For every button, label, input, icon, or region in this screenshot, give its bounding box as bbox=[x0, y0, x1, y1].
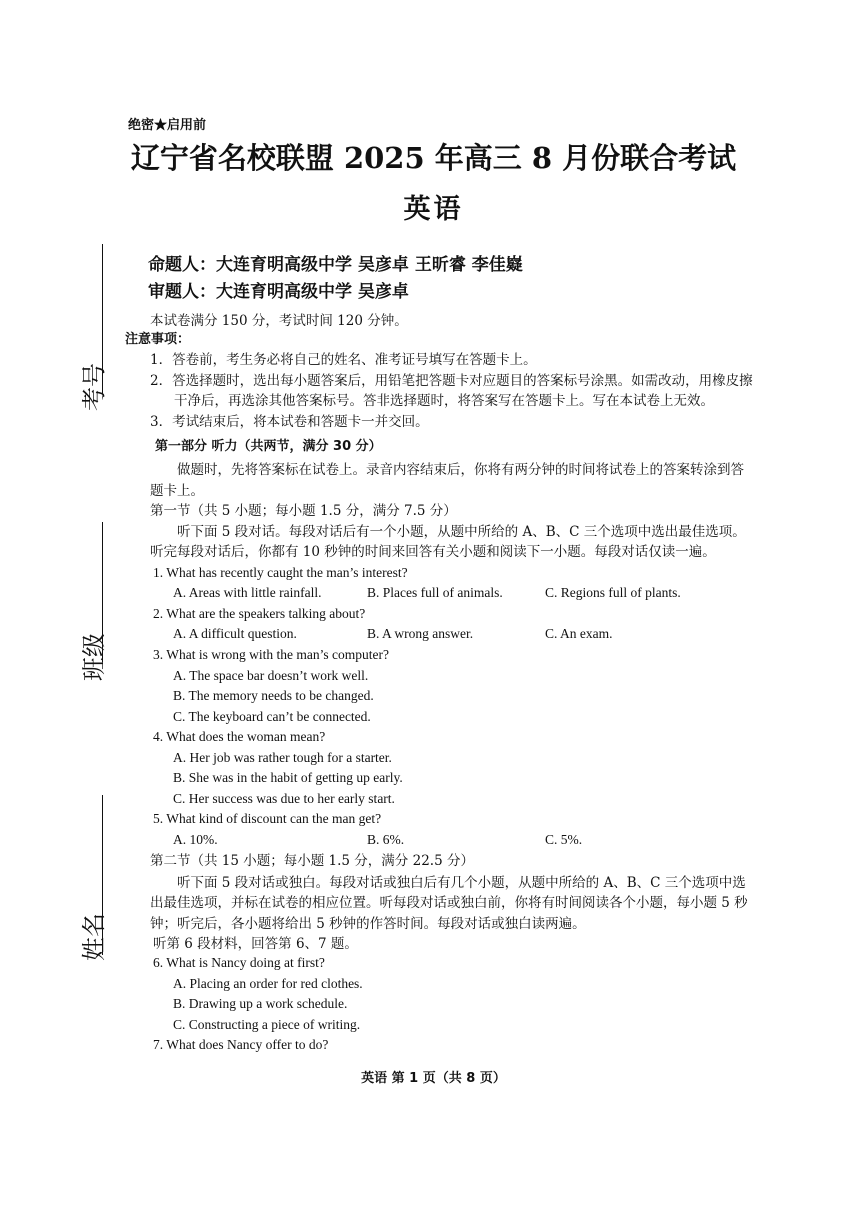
question-2-stem: 2. What are the speakers talking about? bbox=[153, 606, 366, 621]
question-1-stem: 1. What has recently caught the man’s interest? bbox=[153, 565, 408, 580]
material-6-label: 听第 6 段材料，回答第 6、7 题。 bbox=[153, 936, 358, 952]
note-2-line-2: 干净后，再选涂其他答案标号。答非选择题时，将答案写在答题卡上。写在本试卷上无效。 bbox=[174, 393, 714, 409]
question-5-option-a: A. 10%. bbox=[173, 832, 218, 847]
question-1-option-c: C. Regions full of plants. bbox=[545, 585, 681, 600]
part1-intro-line-2: 题卡上。 bbox=[150, 483, 204, 499]
question-2-option-a: A. A difficult question. bbox=[173, 626, 297, 641]
section1-instruction-line-2: 听完每段对话后，你都有 10 秒钟的时间来回答有关小题和阅读下一小题。每段对话仅读一遍。 bbox=[150, 544, 716, 560]
question-4-option-c: C. Her success was due to her early start. bbox=[173, 791, 395, 806]
question-3-option-c: C. The keyboard can’t be connected. bbox=[173, 709, 371, 724]
section2-heading: 第二节（共 15 小题；每小题 1.5 分，满分 22.5 分） bbox=[150, 853, 474, 869]
question-3-stem: 3. What is wrong with the man’s computer? bbox=[153, 647, 389, 662]
question-6-stem: 6. What is Nancy doing at first? bbox=[153, 955, 325, 970]
question-6-option-c: C. Constructing a piece of writing. bbox=[173, 1017, 361, 1032]
exam-title: 辽宁省名校联盟 2025 年高三 8 月份联合考试 bbox=[130, 141, 737, 175]
section2-instruction-line-3: 钟；听完后，各小题将给出 5 秒钟的作答时间。每段对话或独白读两遍。 bbox=[150, 916, 586, 932]
note-1: 1．答卷前，考生务必将自己的姓名、准考证号填写在答题卡上。 bbox=[150, 352, 537, 368]
page-footer: 英语 第 1 页（共 8 页） bbox=[361, 1071, 506, 1086]
question-2-option-b: B. A wrong answer. bbox=[367, 626, 474, 641]
notes-heading: 注意事项： bbox=[125, 332, 191, 347]
question-6-option-b: B. Drawing up a work schedule. bbox=[173, 996, 348, 1011]
question-1-option-a: A. Areas with little rainfall. bbox=[173, 585, 322, 600]
reviewer-line: 审题人：大连育明高级中学 吴彦卓 bbox=[148, 282, 409, 302]
part1-intro-line-1: 做题时，先将答案标在试卷上。录音内容结束后，你将有两分钟的时间将试卷上的答案转涂到答 bbox=[177, 462, 744, 478]
part1-heading: 第一部分 听力（共两节，满分 30 分） bbox=[155, 439, 382, 454]
question-5-stem: 5. What kind of discount can the man get? bbox=[153, 811, 382, 826]
question-5-option-c: C. 5%. bbox=[545, 832, 583, 847]
question-3-option-b: B. The memory needs to be changed. bbox=[173, 688, 374, 703]
section2-instruction-line-1: 听下面 5 段对话或独白。每段对话或独白后有几个小题，从题中所给的 A、B、C 三个选项中选 bbox=[177, 875, 746, 891]
section2-instruction-line-2: 出最佳选项，并标在试卷的相应位置。听每段对话或独白前，你将有时间阅读各个小题，每小题 5 秒 bbox=[150, 895, 748, 911]
note-3: 3．考试结束后，将本试卷和答题卡一并交回。 bbox=[150, 414, 429, 430]
section1-instruction-line-1: 听下面 5 段对话。每段对话后有一个小题，从题中所给的 A、B、C 三个选项中选出最佳选项。 bbox=[177, 524, 746, 540]
question-5-option-b: B. 6%. bbox=[367, 832, 405, 847]
section1-heading: 第一节（共 5 小题；每小题 1.5 分，满分 7.5 分） bbox=[150, 503, 457, 519]
exam-no-label: 考号 bbox=[80, 363, 108, 411]
question-2-option-c: C. An exam. bbox=[545, 626, 613, 641]
name-label: 姓名 bbox=[80, 913, 108, 961]
note-2-line-1: 2．答选择题时，选出每小题答案后，用铅笔把答题卡对应题目的答案标号涂黑。如需改动，用橡皮擦 bbox=[150, 373, 753, 389]
question-4-stem: 4. What does the woman mean? bbox=[153, 729, 326, 744]
question-3-option-a: A. The space bar doesn’t work well. bbox=[173, 668, 369, 683]
setter-line: 命题人：大连育明高级中学 吴彦卓 王昕睿 李佳嶷 bbox=[148, 255, 523, 275]
question-1-option-b: B. Places full of animals. bbox=[367, 585, 503, 600]
question-4-option-a: A. Her job was rather tough for a starter. bbox=[173, 750, 392, 765]
question-4-option-b: B. She was in the habit of getting up early. bbox=[173, 770, 403, 785]
confidential-label: 绝密★启用前 bbox=[128, 118, 207, 133]
question-7-stem: 7. What does Nancy offer to do? bbox=[153, 1037, 329, 1052]
class-label: 班级 bbox=[80, 633, 108, 681]
score-info: 本试卷满分 150 分，考试时间 120 分钟。 bbox=[150, 313, 408, 329]
subject-title: 英语 bbox=[403, 194, 464, 225]
question-6-option-a: A. Placing an order for red clothes. bbox=[173, 976, 363, 991]
